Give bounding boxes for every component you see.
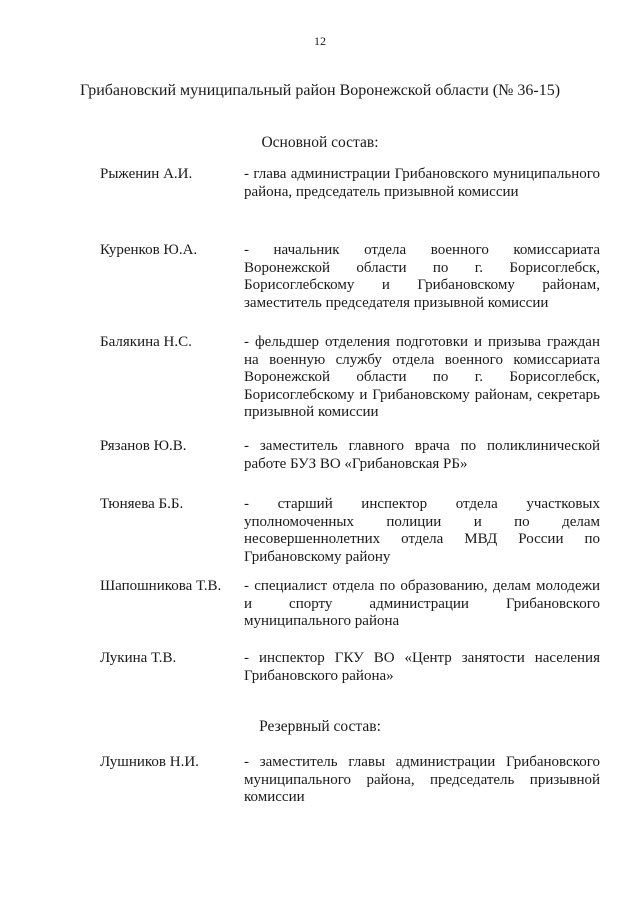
member-name: Тюняева Б.Б. [100,496,184,512]
member-role: - заместитель главного врача по поликлинической работе БУЗ ВО «Грибановская РБ» [244,438,600,472]
main-composition-heading: Основной состав: [261,134,379,151]
member-name: Рязанов Ю.В. [100,438,187,454]
document-title: Грибановский муниципальный район Воронежской области (№ 36-15) [79,82,561,99]
member-name: Шапошникова Т.В. [100,578,222,594]
member-name: Лушников Н.И. [100,754,199,770]
member-name: Балякина Н.С. [100,334,192,350]
member-role: - заместитель главы администрации Грибановского муниципального района, председатель призывной комиссии [244,754,600,805]
member-name: Куренков Ю.А. [100,242,198,258]
reserve-composition-heading: Резервный состав: [259,718,381,735]
member-role: - специалист отдела по образованию, делам молодежи и спорту администрации Грибановского муниципального района [244,578,600,629]
member-role: - фельдшер отделения подготовки и призыва граждан на военную службу отдела военного комиссариата Воронежской области по г. Борисоглебск, Борисоглебскому и Грибановскому районам, секретарь призывной комиссии [244,334,600,420]
member-name: Лукина Т.В. [100,650,177,666]
member-role: - старший инспектор отдела участковых уполномоченных полиции и по делам несовершеннолетних отдела МВД России по Грибановскому району [244,496,600,565]
member-name: Рыженин А.И. [100,166,193,182]
member-role: - начальник отдела военного комиссариата Воронежской области по г. Борисоглебск, Борисоглебскому и Грибановскому районам, заместитель председателя призывной комиссии [244,242,600,311]
page-number: 12 [314,34,326,48]
member-role: - инспектор ГКУ ВО «Центр занятости населения Грибановского района» [244,650,600,684]
member-role: - глава администрации Грибановского муниципального района, председатель призывной комиссии [244,166,600,200]
